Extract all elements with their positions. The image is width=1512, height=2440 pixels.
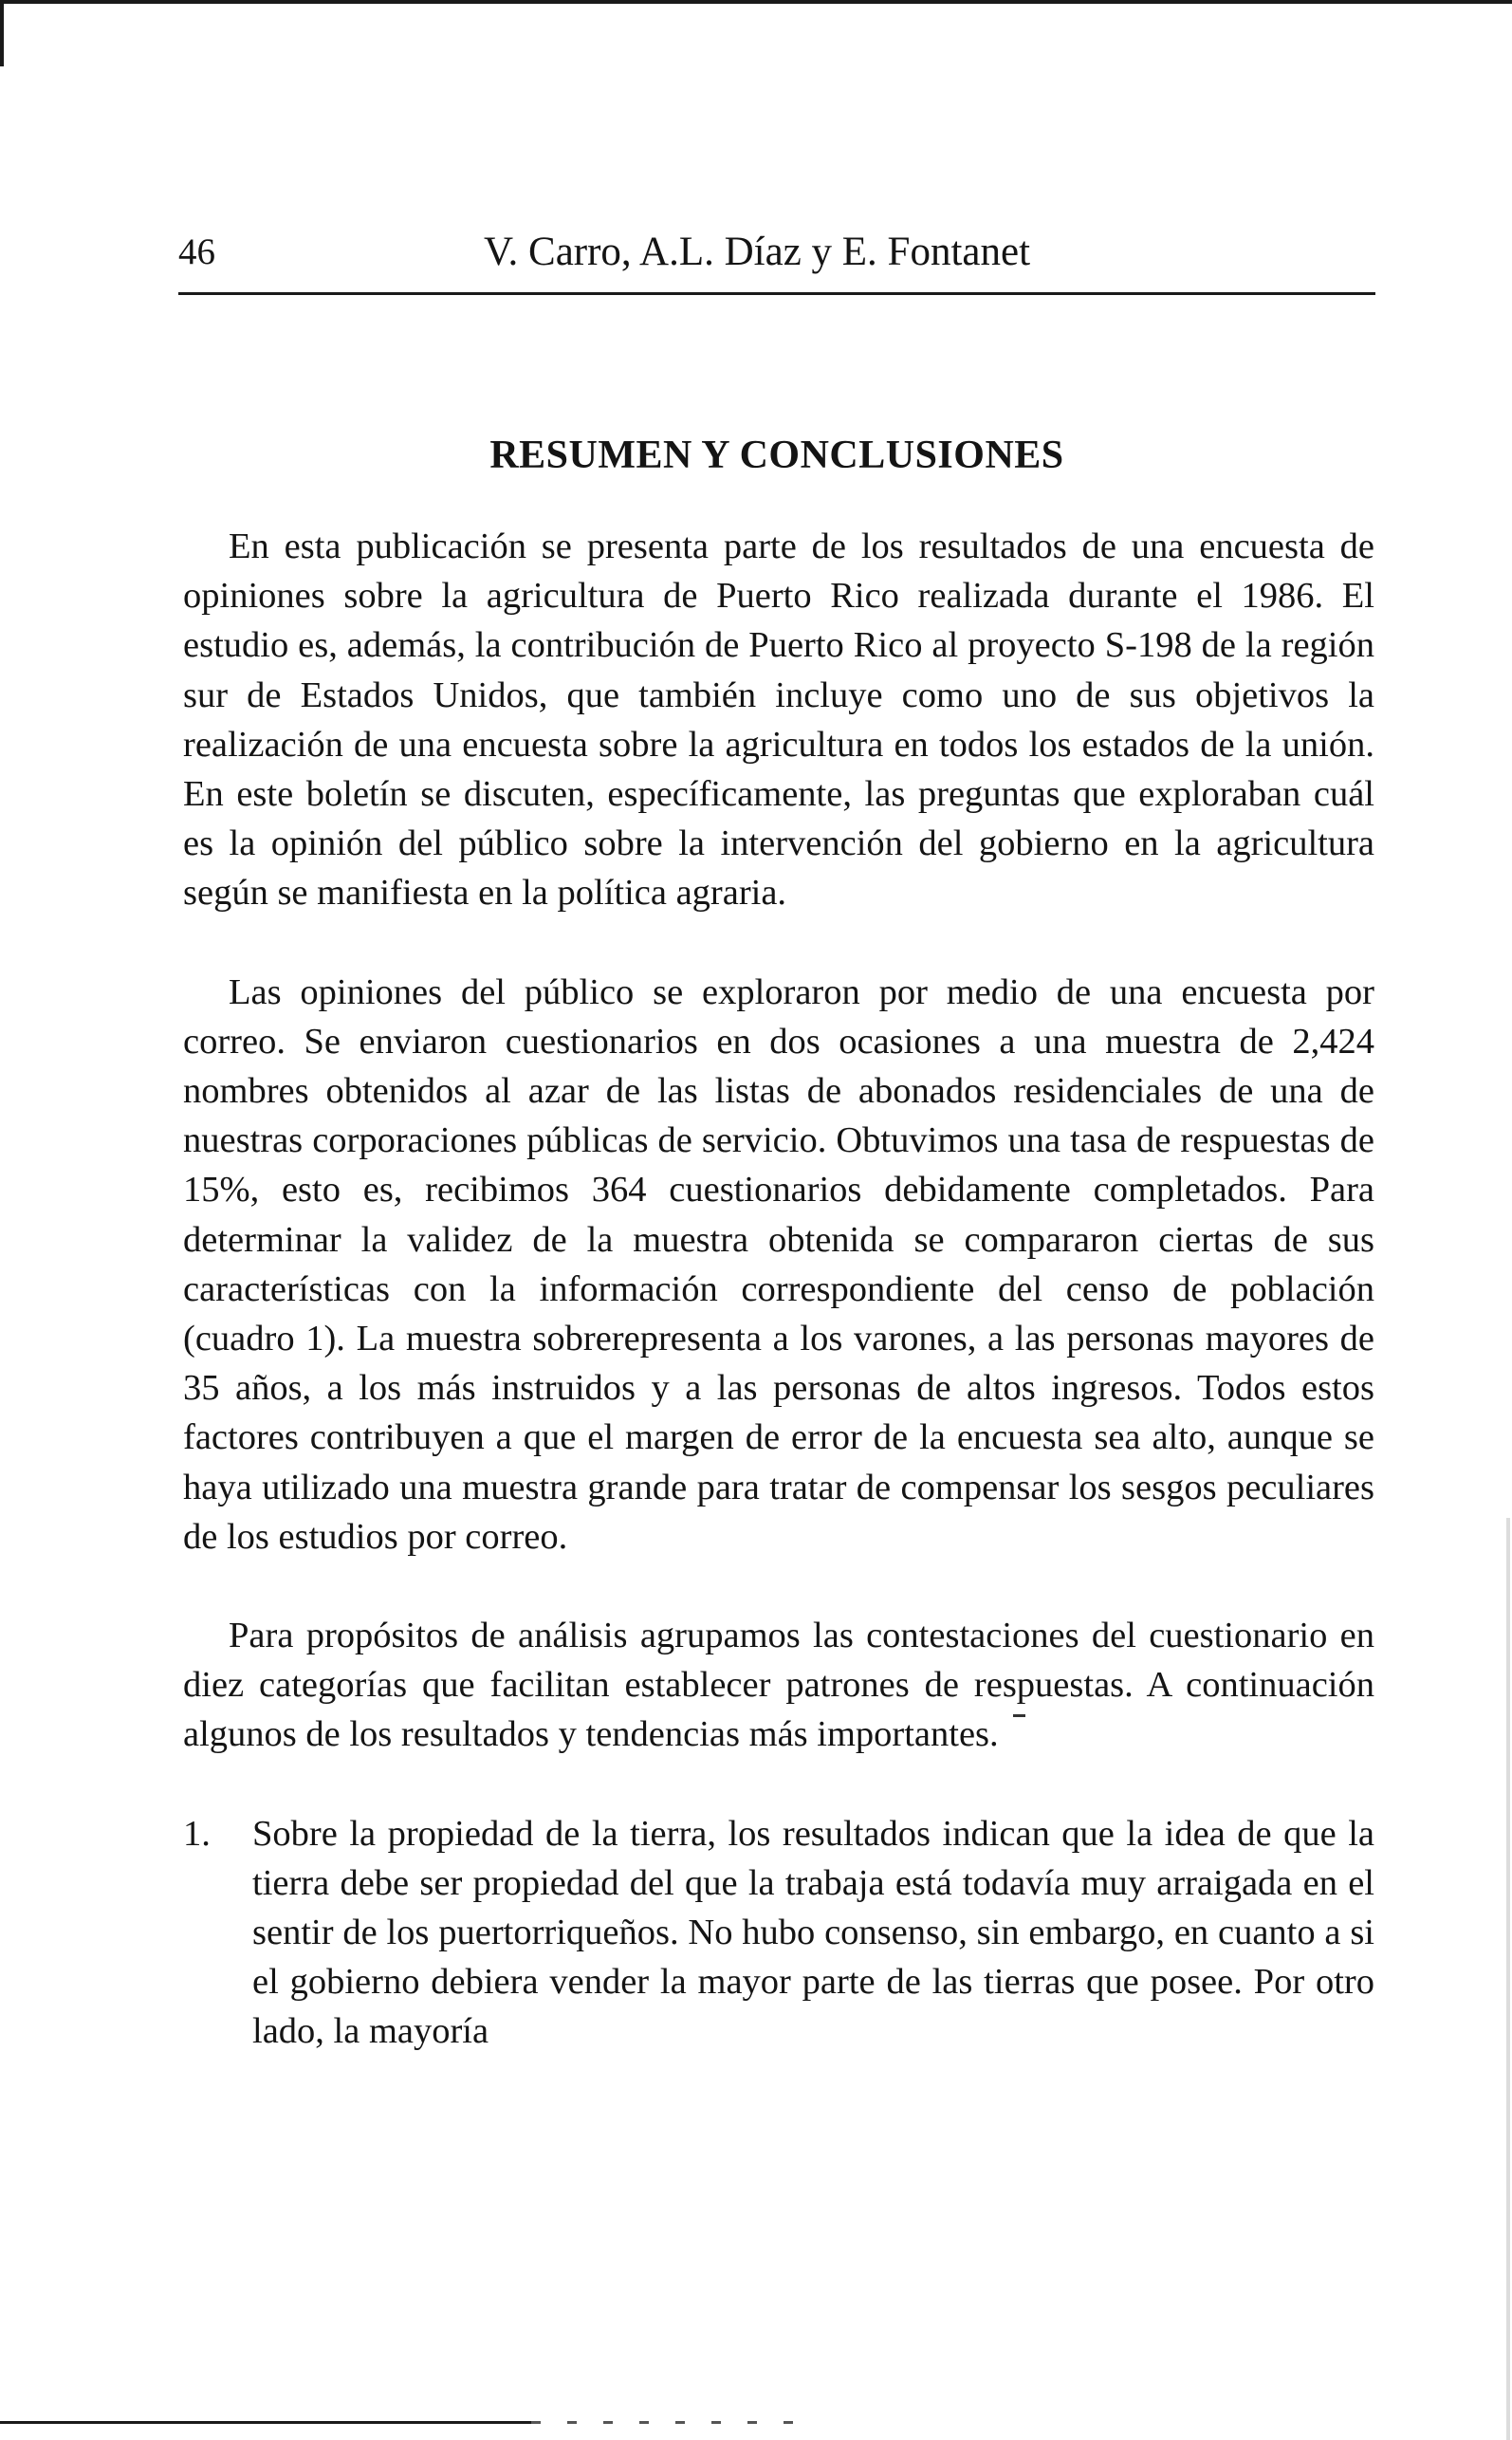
running-header xyxy=(178,228,1375,285)
scan-edge-top xyxy=(0,0,1512,4)
running-authors: V. Carro, A.L. Díaz y E. Fontanet xyxy=(484,230,1031,274)
list-item-number: 1. xyxy=(183,1813,211,1854)
paragraph: Las opiniones del público se exploraron por medio de una encuesta por correo. Se enviaron cuestionarios en dos ocasiones a una muestra de 2,424 nombres obtenidos al azar de las listas de abonados residenciales de una de nuestras corporaciones públicas de servicio. Obtuvimos una tasa de respuestas de 15%, esto es, recibimos 364 cuestionarios debidamente completados. Para determinar la validez de la muestra obtenida se compararon ciertas de sus características con la información correspondiente del censo de población (cuadro 1). La muestra sobrerepresenta a los varones, a las personas mayores de 35 años, a los más instruidos y a las personas de altos ingresos. Todos estos factores contribuyen a que el margen de error de la encuesta sea alto, aunque se haya utilizado una muestra grande para tratar de compensar los sesgos peculiares de los estudios por correo. xyxy=(183,971,1374,1557)
scan-artifact-dash xyxy=(1013,1714,1025,1717)
list-item-text: Sobre la propiedad de la tierra, los resultados indican que la idea de que la tierra debe ser propiedad del que la trabaja está todavía muy arraigada en el sentir de los puertorriqueños. No hubo consenso, sin embargo, en cuanto a si el gobierno debiera vender la mayor parte de las tierras que posee. Por otro lado, la mayoría xyxy=(252,1813,1374,2052)
scan-edge-right xyxy=(1506,1518,1510,2440)
section-title: RESUMEN Y CONCLUSIONES xyxy=(489,434,1064,478)
bottom-rule xyxy=(0,2421,531,2424)
bottom-dotted-artifact xyxy=(531,2421,797,2424)
list-item xyxy=(183,1809,1374,2057)
paragraph: Para propósitos de análisis agrupamos las contestaciones del cuestionario en diez categorías que facilitan establecer patrones de respuestas. A continuación algunos de los resultados y tendencias más importantes. xyxy=(183,1616,1374,1755)
body-text xyxy=(183,522,1374,2057)
header-rule xyxy=(178,292,1375,295)
paragraph: En esta publicación se presenta parte de los resultados de una encuesta de opiniones sobre la agricultura de Puerto Rico realizada durante el 1986. El estudio es, además, la contribución de Puerto Rico al proyecto S-198 de la región sur de Estados Unidos, que también incluye como uno de sus objetivos la realización de una encuesta sobre la agricultura en todos los estados de la unión. En este boletín se discuten, específicamente, las preguntas que exploraban cuál es la opinión del público sobre la intervención del gobierno en la agricultura según se manifiesta en la política agraria. xyxy=(183,527,1374,914)
page-number: 46 xyxy=(178,231,215,272)
scan-edge-left xyxy=(0,0,4,66)
